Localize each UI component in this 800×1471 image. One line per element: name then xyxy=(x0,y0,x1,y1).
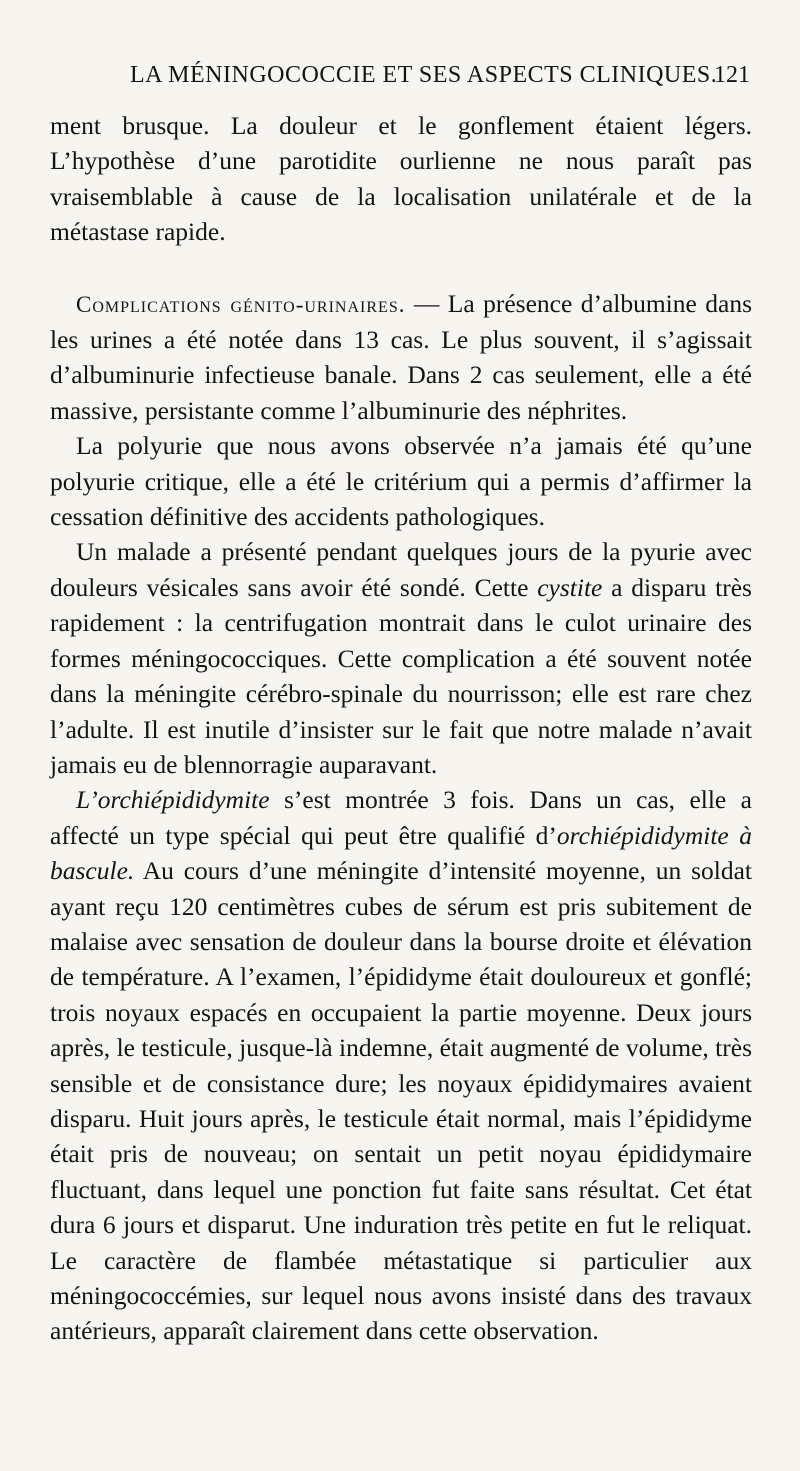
paragraph-polyurie: La polyurie que nous avons observée n’a jamais été qu’une polyurie critique, elle a été le critérium qui a permis d’affirmer la cessation définitive des accidents pathologiques. xyxy=(50,431,752,532)
paragraph-1: ment brusque. La douleur et le gonflement étaient légers. L’hypothèse d’une parotidite ourlienne ne nous paraît pas vraisemblable à cause de la localisation unilatérale et de la métastase rapide. xyxy=(50,111,752,247)
term-orchiepididymite-a-bascule: orchiépididymite à bascule. xyxy=(50,820,752,886)
paragraph-2-text: La présence d’albumine dans les urines a été notée dans 13 cas. Le plus souvent, il s’agissait d’albuminurie infectieuse banale. Dans 2 cas seulement, elle a été massive, persistante comme l’albuminurie des néphrites. xyxy=(50,288,752,425)
paragraph-4-b: a disparu très rapidement : la centrifugation montrait dans le culot urinaire des formes méningococciques. Cette complication a été souvent notée dans la méningite cérébro-spinale du nourrisson; elle est rare chez l’adulte. Il est inutile d’insister sur le fait que notre malade n’avait jamais eu de blennorragie auparavant. xyxy=(50,572,752,779)
paragraph-5-b: Au cours d’une méningite d’intensité moyenne, un soldat ayant reçu 120 centimètres cubes de sérum est pris subitement de malaise avec sensation de douleur dans la bourse droite et élévation de température. A l’examen, l’épididyme était douloureux et gonflé; trois noyaux espacés en occupaient la partie moyenne. Deux jours après, le testicule, jusque-là indemne, était augmenté de volume, très sensible et de consistance dure; les noyaux épididymaires avaient disparu. Huit jours après, le testicule était normal, mais l’épididyme était pris de nouveau; on sentait un petit noyau épididymaire fluctuant, dans lequel une ponction fut faite sans résultat. Cet état dura 6 jours et disparut. Une induration très petite en fut le reliquat. Le caractère de flambée métastatique si particulier aux méningococcémies, sur lequel nous avons insisté dans des travaux antérieurs, apparaît clairement dans cette observation. xyxy=(50,856,752,1346)
body-text xyxy=(50,108,752,1349)
page-header xyxy=(0,62,800,102)
heading-dash: — xyxy=(405,288,448,318)
paragraph-4-a: Un malade a présenté pendant quelques jours de la pyurie avec douleurs vésicales sans avoir été sondé. Cette xyxy=(50,537,752,602)
term-cystite: cystite xyxy=(537,572,603,602)
paragraph-cystite xyxy=(50,534,752,782)
page-number: 121 xyxy=(714,62,750,88)
paragraph-5-a: s’est montrée 3 fois. Dans un cas, elle a affecté un type spécial qui peut être qualifié d’ xyxy=(50,785,752,850)
section-heading: Complications génito-urinaires. xyxy=(76,291,406,317)
term-orchiepididymite: L’orchiépididymite xyxy=(76,785,270,815)
paragraph-genito-urinary xyxy=(50,286,752,429)
running-title: LA MÉNINGOCOCCIE ET SES ASPECTS CLINIQUES. xyxy=(130,62,718,88)
paragraph-orchiepididymite xyxy=(50,782,752,1349)
